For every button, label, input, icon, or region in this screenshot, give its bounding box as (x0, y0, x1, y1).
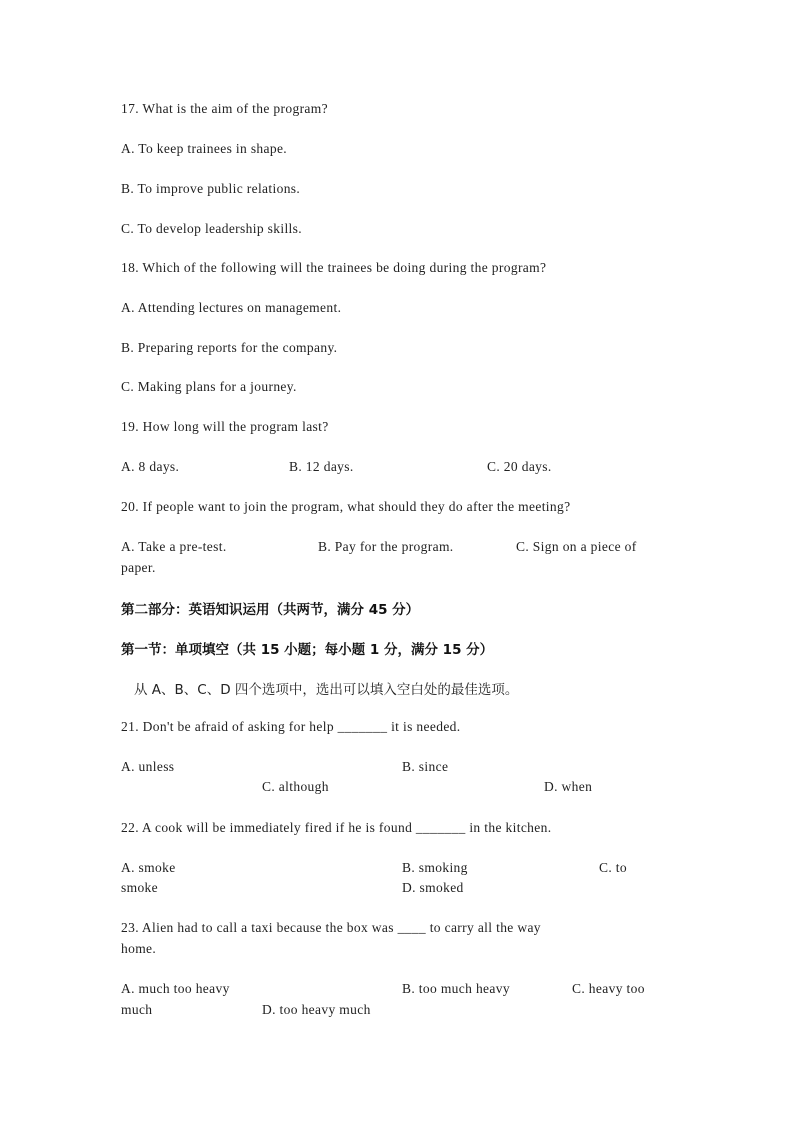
section1-heading: 第一节：单项填空（共 15 小题；每小题 1 分，满分 15 分） (121, 642, 494, 658)
question-20-option-c-continued: paper. (121, 560, 156, 575)
question-18-stem: 18. Which of the following will the trainees be doing during the program? (121, 260, 547, 275)
section1-instruction: 从 A、B、C、D 四个选项中，选出可以填入空白处的最佳选项。 (134, 682, 519, 698)
question-22-option-a: A. smoke (121, 860, 176, 875)
question-20-stem: 20. If people want to join the program, what should they do after the meeting? (121, 499, 571, 514)
question-23-option-d: D. too heavy much (262, 1002, 371, 1017)
question-19-option-a: A. 8 days. (121, 459, 180, 474)
question-17-option-b: B. To improve public relations. (121, 181, 301, 196)
question-22-option-c-continued: smoke (121, 880, 158, 895)
question-20-option-b: B. Pay for the program. (318, 539, 454, 554)
question-20-option-a: A. Take a pre-test. (121, 539, 227, 554)
question-19-option-b: B. 12 days. (289, 459, 354, 474)
question-18-option-a: A. Attending lectures on management. (121, 300, 342, 315)
question-21-option-c: C. although (262, 779, 329, 794)
question-18-option-c: C. Making plans for a journey. (121, 379, 297, 394)
question-23-stem-continued: home. (121, 941, 157, 956)
question-17-stem: 17. What is the aim of the program? (121, 101, 328, 116)
question-21-option-a: A. unless (121, 759, 175, 774)
question-17-option-a: A. To keep trainees in shape. (121, 141, 288, 156)
question-23-option-c-continued: much (121, 1002, 153, 1017)
question-19-option-c: C. 20 days. (487, 459, 552, 474)
question-21-option-b: B. since (402, 759, 449, 774)
question-19-stem: 19. How long will the program last? (121, 419, 329, 434)
question-22-option-d: D. smoked (402, 880, 464, 895)
question-18-option-b: B. Preparing reports for the company. (121, 340, 338, 355)
part2-heading: 第二部分：英语知识运用（共两节，满分 45 分） (121, 602, 420, 618)
question-23-option-c: C. heavy too (572, 981, 645, 996)
question-20-option-c: C. Sign on a piece of (516, 539, 637, 554)
question-17-option-c: C. To develop leadership skills. (121, 221, 302, 236)
question-21-option-d: D. when (544, 779, 593, 794)
question-21-stem: 21. Don't be afraid of asking for help _______ it is needed. (121, 719, 461, 734)
question-23-option-b: B. too much heavy (402, 981, 510, 996)
question-23-option-a: A. much too heavy (121, 981, 230, 996)
question-23-stem: 23. Alien had to call a taxi because the box was ____ to carry all the way (121, 920, 541, 935)
question-22-option-b: B. smoking (402, 860, 468, 875)
question-22-option-c: C. to (599, 860, 628, 875)
question-22-stem: 22. A cook will be immediately fired if he is found _______ in the kitchen. (121, 820, 552, 835)
